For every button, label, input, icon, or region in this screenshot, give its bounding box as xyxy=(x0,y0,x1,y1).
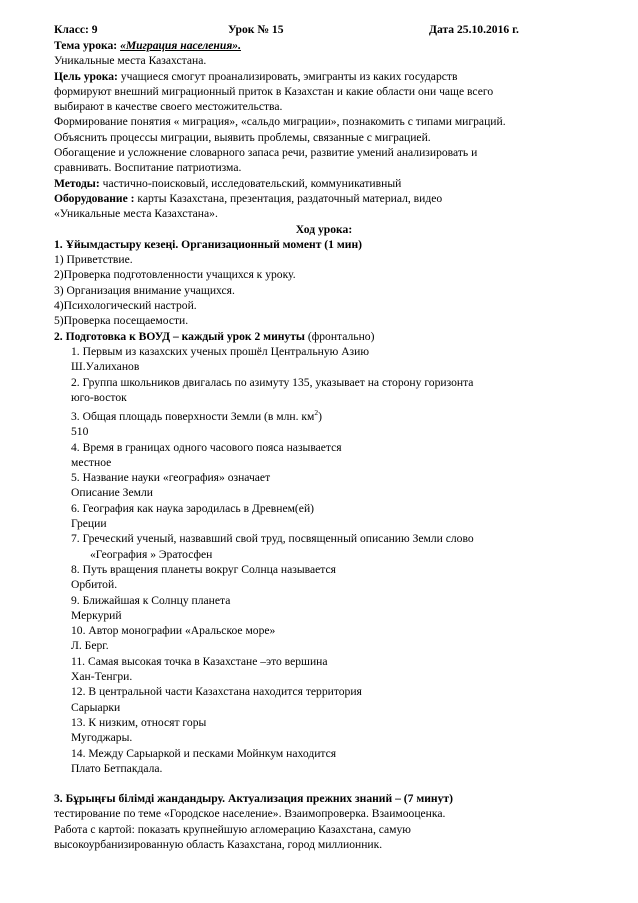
question-item: 5. Название науки «география» означает xyxy=(71,471,271,485)
answer-item: Сарыарки xyxy=(71,700,121,714)
goal-continuation: формируют внешний миграционный приток в Казахстан и какие области они чаще всего xyxy=(54,84,494,98)
list-item: 4)Психологический настрой. xyxy=(54,299,197,313)
topic-label: Тема урока: xyxy=(54,39,118,52)
section3-title: 3. Бұрыңғы білімді жандандыру. Актуализация прежних знаний – (7 минут) xyxy=(54,792,453,806)
methods-text: частично-поисковый, исследовательский, коммуникативный xyxy=(99,176,402,190)
lesson-plan xyxy=(54,22,594,852)
answer-item: 510 xyxy=(71,425,89,439)
section2-title-suffix: (фронтально) xyxy=(304,329,375,343)
equipment-line xyxy=(54,191,594,206)
question-item: 13. К низким, относят горы xyxy=(71,715,207,729)
header-row xyxy=(54,22,594,38)
spacer xyxy=(54,776,594,791)
question-item: 8. Путь вращения планеты вокруг Солнца называется xyxy=(71,562,336,576)
answer-item: Хан-Тенгри. xyxy=(71,670,133,684)
question-continuation: «География » Эратосфен xyxy=(90,547,213,561)
answer-item: Описание Земли xyxy=(71,486,153,500)
section3-line: Работа с картой: показать крупнейшую агломерацию Казахстана, самую xyxy=(54,822,411,836)
answer-item: Меркурий xyxy=(71,608,122,622)
question-item: 12. В центральной части Казахстана находится территория xyxy=(71,685,362,699)
goal-label: Цель урока: xyxy=(54,69,118,83)
intro-line: Уникальные места Казахстана. xyxy=(54,54,207,68)
list-item: 2)Проверка подготовленности учащихся к уроку. xyxy=(54,268,296,282)
section3-line: тестирование по теме «Городское население». Взаимопроверка. Взаимооценка. xyxy=(54,807,446,821)
section2-title: 2. Подготовка к ВОУД – каждый урок 2 минуты xyxy=(54,329,305,343)
goal-text: учащиеся смогут проанализировать, эмигранты из каких государств xyxy=(117,69,458,83)
question-item: 6. География как наука зародилась в Древнем(ей) xyxy=(71,501,315,515)
section1-title: 1. Ұйымдастыру кезеңі. Организационный момент (1 мин) xyxy=(54,237,362,251)
section2-title-line xyxy=(54,329,594,344)
lesson-date: Дата 25.10.2016 г. xyxy=(429,23,519,36)
question-item xyxy=(54,405,594,424)
question-item: 4. Время в границах одного часового пояса называется xyxy=(71,440,342,454)
list-item: 3) Организация внимание учащихся. xyxy=(54,283,235,297)
progress-title: Ход урока: xyxy=(295,222,353,236)
question-item: 11. Самая высокая точка в Казахстане –это вершина xyxy=(71,654,328,668)
section3-line: высокоурбанизированную область Казахстана, город миллионник. xyxy=(54,838,383,851)
methods-label: Методы: xyxy=(54,176,100,190)
goal-continuation: выбирают в качестве своего местожительства. xyxy=(54,100,283,114)
list-item: 5)Проверка посещаемости. xyxy=(54,314,189,328)
question-item: 1. Первым из казахских ученых прошёл Центральную Азию xyxy=(71,344,370,358)
question-text: 3. Общая площадь поверхности Земли (в млн. км xyxy=(71,409,315,423)
question-item: 7. Греческий ученый, назвавший свой труд, посвященный описанию Земли слово xyxy=(71,532,474,546)
goal-continuation: Формирование понятия « миграция», «сальдо миграции», познакомить с типами миграций. xyxy=(54,115,506,129)
answer-item: Ш.Уалиханов xyxy=(71,360,140,374)
equipment-label: Оборудование : xyxy=(54,191,135,205)
answer-item: Орбитой. xyxy=(71,578,118,592)
question-item: 10. Автор монографии «Аральское море» xyxy=(71,624,276,638)
goal-continuation: Объяснить процессы миграции, выявить проблемы, связанные с миграцией. xyxy=(54,130,431,144)
answer-item: местное xyxy=(71,455,112,469)
goal-line xyxy=(54,69,594,84)
class-label: Класс: 9 xyxy=(54,23,98,36)
equipment-continuation: «Уникальные места Казахстана». xyxy=(54,207,218,221)
topic-line xyxy=(54,38,594,53)
answer-item: Мугоджары. xyxy=(71,731,133,745)
question-item: 2. Группа школьников двигалась по азимуту 135, указывает на сторону горизонта xyxy=(71,375,474,389)
question-item: 9. Ближайшая к Солнцу планета xyxy=(71,593,231,607)
question-item: 14. Между Сарыаркой и песками Мойнкум находится xyxy=(71,746,337,760)
question-end: ) xyxy=(318,409,322,423)
lesson-number: Урок № 15 xyxy=(228,23,284,36)
superscript: 2 xyxy=(314,408,319,418)
goal-continuation: сравнивать. Воспитание патриотизма. xyxy=(54,161,242,175)
equipment-text: карты Казахстана, презентация, раздаточный материал, видео xyxy=(134,191,443,205)
topic-value: «Миграция населения». xyxy=(120,39,241,52)
goal-continuation: Обогащение и усложнение словарного запаса речи, развитие умений анализировать и xyxy=(54,146,478,160)
methods-line xyxy=(54,176,594,191)
answer-item: Греции xyxy=(71,517,107,531)
answer-item: Плато Бетпакдала. xyxy=(71,761,163,775)
answer-item: Л. Берг. xyxy=(71,639,109,653)
list-item: 1) Приветствие. xyxy=(54,253,133,267)
answer-item: юго-восток xyxy=(71,390,127,404)
